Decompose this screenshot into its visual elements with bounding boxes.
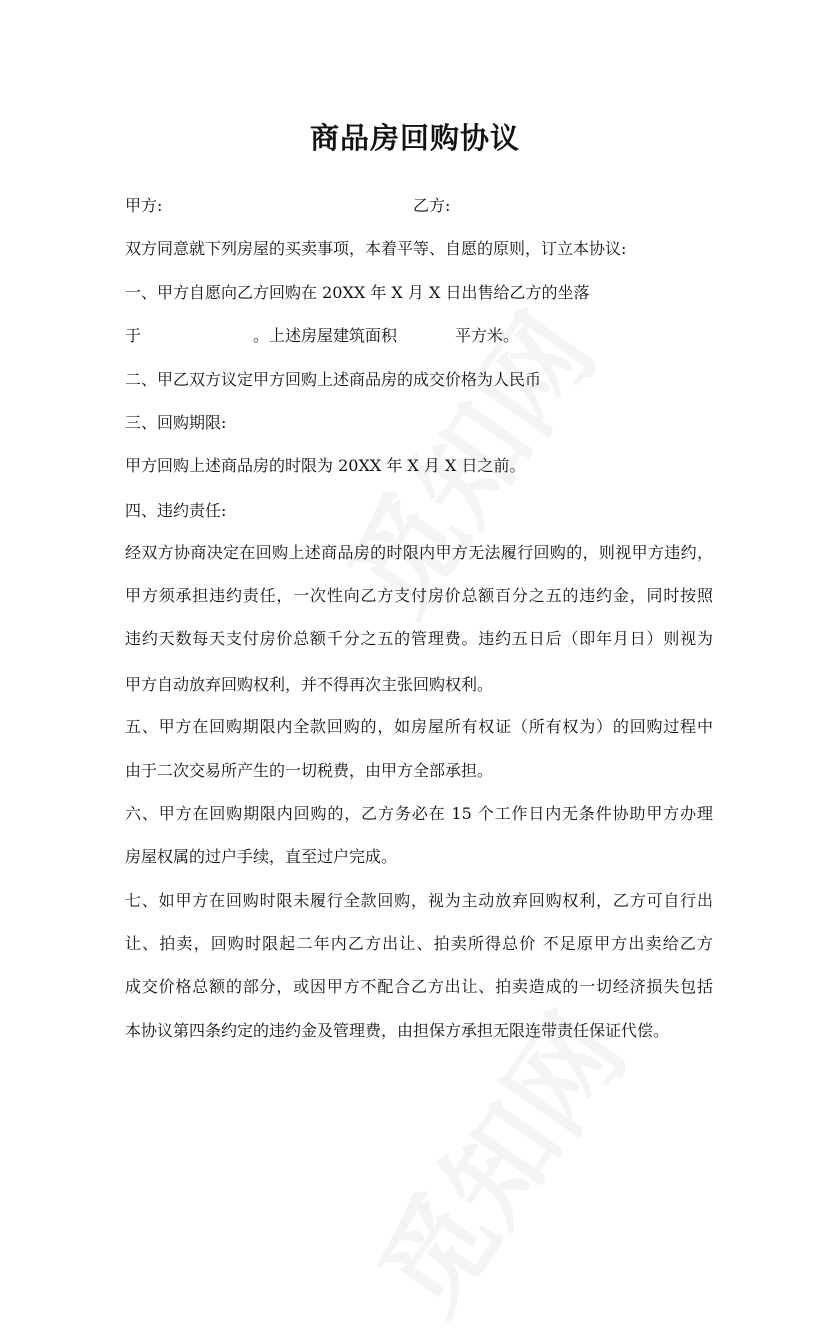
party-b-label: 乙方: xyxy=(413,196,451,215)
clause-4-heading: 四、违约责任: xyxy=(125,501,227,520)
clause-5-line: 五、甲方在回购期限内全款回购的，如房屋所有权证（所有权为）的回购过程中 xyxy=(125,717,713,736)
clause-1-line-2 xyxy=(125,326,519,346)
clause-7-line: 七、如甲方在回购时限未履行全款回购，视为主动放弃回购权利，乙方可自行出 xyxy=(125,891,713,910)
clause-1-area-label: 。上述房屋建筑面积 xyxy=(253,326,398,345)
clause-4-line: 甲方须承担违约责任，一次性向乙方支付房价总额百分之五的违约金，同时按照 xyxy=(125,586,713,605)
clause-1-location-label: 于 xyxy=(125,326,142,345)
clause-7-line: 让、拍卖，回购时限起二年内乙方出让、拍卖所得总价 不足原甲方出卖给乙方 xyxy=(125,934,713,953)
clause-5-line: 由于二次交易所产生的一切税费，由甲方全部承担。 xyxy=(125,761,494,780)
document-title: 商品房回购协议 xyxy=(309,121,520,155)
clause-4-line: 违约天数每天支付房价总额千分之五的管理费。违约五日后（即年月日）则视为 xyxy=(125,629,713,648)
clause-4-line: 经双方协商决定在回购上述商品房的时限内甲方无法履行回购的，则视甲方违约， xyxy=(125,543,713,562)
intro-text: 双方同意就下列房屋的买卖事项，本着平等、自愿的原则，订立本协议: xyxy=(125,239,627,258)
clause-2: 二、甲乙双方议定甲方回购上述商品房的成交价格为人民币 xyxy=(125,370,542,389)
clause-3-heading: 三、回购期限: xyxy=(125,413,227,432)
clause-6-line: 房屋权属的过户手续，直至过户完成。 xyxy=(125,847,398,866)
clause-3-body: 甲方回购上述商品房的时限为 20XX 年 X 月 X 日之前。 xyxy=(125,456,526,475)
clause-7-line: 成交价格总额的部分，或因甲方不配合乙方出让、拍卖造成的一切经济损失包括 xyxy=(125,977,713,996)
clause-1-line-1: 一、甲方自愿向乙方回购在 20XX 年 X 月 X 日出售给乙方的坐落 xyxy=(125,283,590,302)
clause-1-unit: 平方米。 xyxy=(455,326,520,345)
clause-6-line: 六、甲方在回购期限内回购的，乙方务必在 15 个工作日内无条件协助甲方办理 xyxy=(125,804,713,823)
party-a-label: 甲方: xyxy=(125,196,163,215)
clause-4-line: 甲方自动放弃回购权利，并不得再次主张回购权利。 xyxy=(125,675,494,694)
clause-7-line: 本协议第四条约定的违约金及管理费，由担保方承担无限连带责任保证代偿。 xyxy=(125,1021,670,1040)
